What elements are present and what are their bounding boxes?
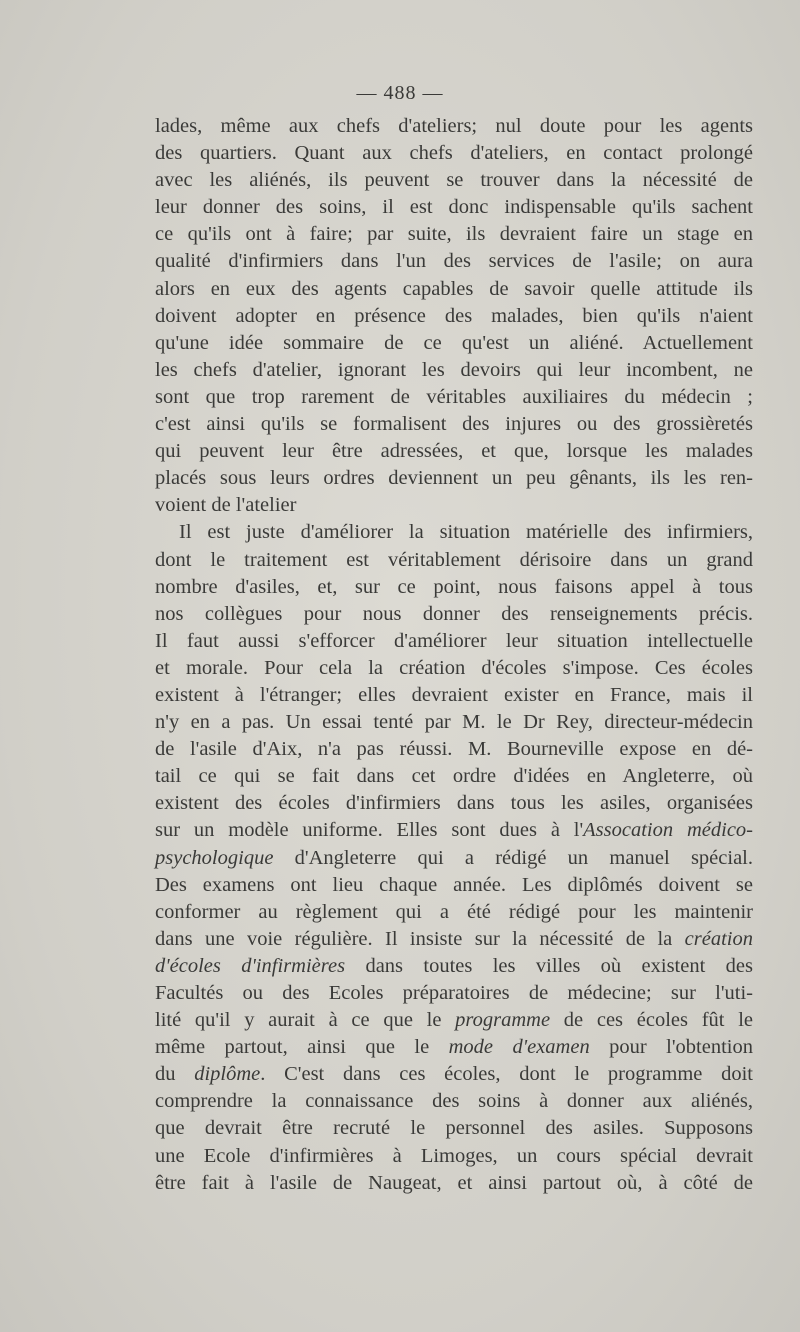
text-run: qualité d'infirmiers dans l'un des services de l'asile; on aura xyxy=(155,250,753,273)
text-run: lades, même aux chefs d'ateliers; nul doute pour les agents xyxy=(155,115,753,137)
text-line xyxy=(155,790,753,817)
text-line xyxy=(155,547,753,574)
text-run: qu'une idée sommaire de ce qu'est un aliéné. Actuellement xyxy=(155,331,753,354)
body-text xyxy=(155,113,753,1197)
text-line xyxy=(155,1007,753,1034)
text-line xyxy=(155,1115,753,1142)
text-line xyxy=(155,221,753,248)
text-run: que devrait être recruté le personnel des asiles. Supposons xyxy=(155,1117,753,1140)
text-run: nombre d'asiles, et, sur ce point, nous faisons appel à tous xyxy=(155,575,753,598)
text-line xyxy=(155,330,753,357)
text-run: dont le traitement est véritablement dérisoire dans un grand xyxy=(155,548,753,571)
text-run: Facultés ou des Ecoles préparatoires de médecine; sur l'uti- xyxy=(155,982,753,1004)
text-run: être fait à l'asile de Naugeat, et ainsi partout où, à côté de xyxy=(155,1171,753,1194)
text-line xyxy=(155,113,753,140)
text-run: du xyxy=(155,1063,195,1086)
text-line xyxy=(155,167,753,194)
text-run: de l'asile d'Aix, n'a pas réussi. M. Bourneville expose en dé- xyxy=(155,738,753,761)
text-run: dans une voie régulière. Il insiste sur la nécessité de la xyxy=(155,927,685,950)
text-line xyxy=(155,926,753,953)
text-run: les chefs d'atelier, ignorant les devoirs qui leur incombent, ne xyxy=(155,358,753,381)
text-line xyxy=(155,519,753,546)
text-run: doivent adopter en présence des malades, bien qu'ils n'aient xyxy=(155,304,753,327)
text-line xyxy=(155,438,753,465)
text-line xyxy=(155,465,753,492)
text-line xyxy=(155,411,753,438)
text-line xyxy=(155,601,753,628)
page-number: — 488 — xyxy=(356,82,444,104)
text-line xyxy=(155,1170,753,1197)
text-run: des quartiers. Quant aux chefs d'ateliers, en contact prolongé xyxy=(155,142,753,165)
text-line xyxy=(155,492,753,519)
text-line xyxy=(155,1034,753,1061)
text-run: de ces écoles fût le xyxy=(550,1009,753,1032)
text-run: une Ecole d'infirmières à Limoges, un cours spécial devrait xyxy=(155,1144,753,1167)
italic-text: mode d'examen xyxy=(448,1036,590,1059)
text-line xyxy=(155,357,753,384)
text-run: . C'est dans ces écoles, dont le programme doit xyxy=(260,1063,753,1086)
text-run: existent à l'étranger; elles devraient exister en France, mais il xyxy=(155,683,753,706)
text-line xyxy=(155,899,753,926)
text-line xyxy=(155,574,753,601)
text-line xyxy=(155,384,753,411)
text-line xyxy=(155,248,753,275)
italic-text: création xyxy=(684,927,753,950)
italic-text: Assocation médico- xyxy=(583,819,753,842)
text-run: même partout, ainsi que le xyxy=(155,1036,449,1059)
text-run: lité qu'il y aurait à ce que le xyxy=(155,1009,456,1032)
text-line xyxy=(155,953,753,980)
text-line xyxy=(155,980,753,1007)
text-run: placés sous leurs ordres deviennent un peu gênants, ils les ren- xyxy=(155,467,753,490)
text-run: sur un modèle uniforme. Elles sont dues à l' xyxy=(155,819,584,842)
text-line xyxy=(155,709,753,736)
text-line xyxy=(155,655,753,682)
text-run: conformer au règlement qui a été rédigé pour les maintenir xyxy=(155,900,753,923)
text-run: alors en eux des agents capables de savoir quelle attitude ils xyxy=(155,277,753,300)
text-run: ce qu'ils ont à faire; par suite, ils devraient faire un stage en xyxy=(155,223,753,246)
text-run: et morale. Pour cela la création d'écoles s'impose. Ces écoles xyxy=(155,656,753,679)
text-line xyxy=(155,817,753,844)
text-line xyxy=(155,194,753,221)
text-line xyxy=(155,140,753,167)
text-run: qui peuvent leur être adressées, et que, lorsque les malades xyxy=(155,440,753,463)
text-run: Il faut aussi s'efforcer d'améliorer leur situation intellectuelle xyxy=(155,629,753,652)
text-line xyxy=(155,682,753,709)
text-run: leur donner des soins, il est donc indispensable qu'ils sachent xyxy=(155,196,753,219)
text-line xyxy=(155,736,753,763)
text-run: nos collègues pour nous donner des renseignements précis. xyxy=(155,602,753,625)
text-run: avec les aliénés, ils peuvent se trouver dans la nécessité de xyxy=(155,169,753,192)
text-run: sont que trop rarement de véritables auxiliaires du médecin ; xyxy=(155,385,753,408)
text-run: Des examens ont lieu chaque année. Les diplômés doivent se xyxy=(155,873,753,896)
text-run: voient de l'atelier xyxy=(155,494,297,517)
text-run: n'y en a pas. Un essai tenté par M. le Dr Rey, directeur-médecin xyxy=(155,711,753,734)
text-run: pour l'obtention xyxy=(589,1036,753,1059)
text-run: Il est juste d'améliorer la situation matérielle des infirmiers, xyxy=(179,521,753,544)
text-line xyxy=(155,1088,753,1115)
italic-text: d'écoles d'infirmières xyxy=(155,954,346,977)
text-line xyxy=(155,303,753,330)
text-line xyxy=(155,872,753,899)
text-line xyxy=(155,845,753,872)
italic-text: diplôme xyxy=(194,1063,261,1086)
text-line xyxy=(155,276,753,303)
text-run: comprendre la connaissance des soins à donner aux aliénés, xyxy=(155,1090,753,1113)
text-line xyxy=(155,1061,753,1088)
text-line xyxy=(155,763,753,790)
italic-text: programme xyxy=(455,1009,551,1032)
text-run: c'est ainsi qu'ils se formalisent des injures ou des grossièretés xyxy=(155,413,753,436)
text-run: d'Angleterre qui a rédigé un manuel spécial. xyxy=(273,846,753,869)
text-run: tail ce qui se fait dans cet ordre d'idées en Angleterre, où xyxy=(155,765,753,788)
text-line xyxy=(155,628,753,655)
italic-text: psychologique xyxy=(155,846,274,869)
text-run: existent des écoles d'infirmiers dans tous les asiles, organisées xyxy=(155,792,753,815)
text-line xyxy=(155,1143,753,1170)
text-run: dans toutes les villes où existent des xyxy=(345,954,753,977)
